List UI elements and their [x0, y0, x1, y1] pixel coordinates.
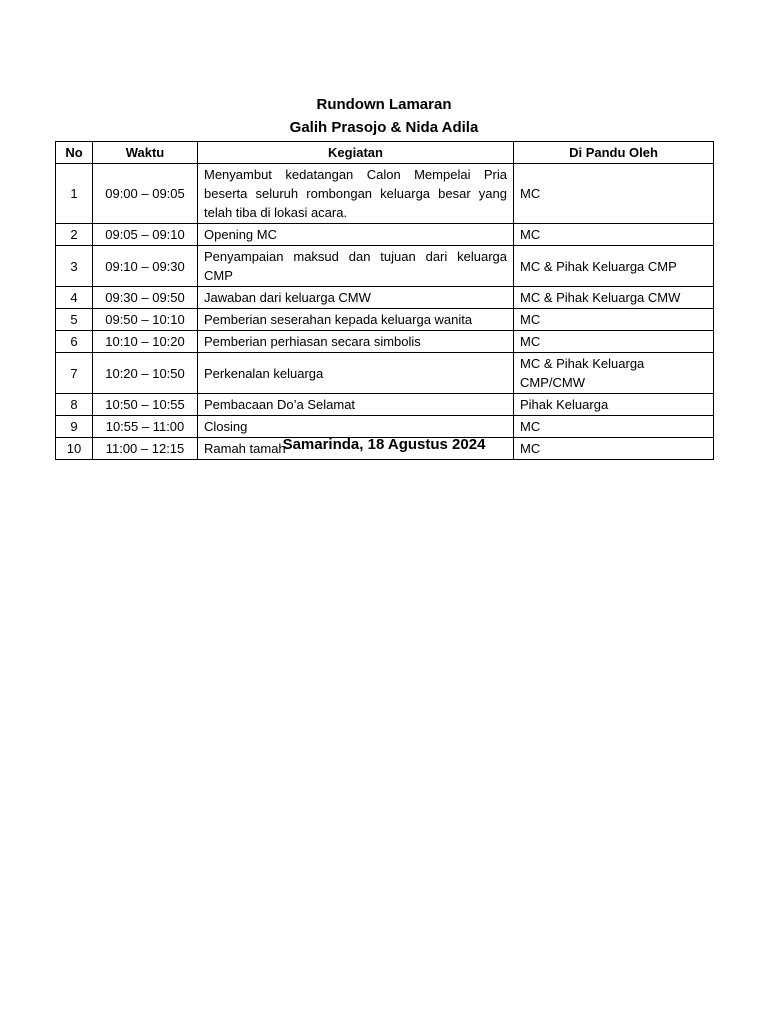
row-time: 10:10 – 10:20 — [93, 331, 198, 353]
row-no: 8 — [56, 394, 93, 416]
header-lead: Di Pandu Oleh — [514, 142, 714, 164]
row-no: 2 — [56, 224, 93, 246]
row-activity: Pembacaan Do’a Selamat — [198, 394, 514, 416]
row-time: 09:10 – 09:30 — [93, 246, 198, 287]
row-time: 10:50 – 10:55 — [93, 394, 198, 416]
header-row — [56, 142, 714, 164]
footer-place-date: Samarinda, 18 Agustus 2024 — [282, 436, 486, 453]
row-activity: Penyampaian maksud dan tujuan dari keluarga CMP — [198, 246, 514, 287]
row-time: 11:00 – 12:15 — [93, 438, 198, 460]
row-activity: Pemberian seserahan kepada keluarga wanita — [198, 309, 514, 331]
row-lead: Pihak Keluarga — [514, 394, 714, 416]
table-header — [56, 142, 714, 164]
row-no: 9 — [56, 416, 93, 438]
row-activity: Opening MC — [198, 224, 514, 246]
row-lead: MC — [514, 224, 714, 246]
row-activity: Closing — [198, 416, 514, 438]
row-no: 7 — [56, 353, 93, 394]
row-lead: MC — [514, 309, 714, 331]
table-row — [56, 287, 714, 309]
header-no: No — [56, 142, 93, 164]
row-time: 09:05 – 09:10 — [93, 224, 198, 246]
row-lead: MC — [514, 164, 714, 224]
header-time: Waktu — [93, 142, 198, 164]
row-time: 09:50 – 10:10 — [93, 309, 198, 331]
table-row — [56, 246, 714, 287]
row-no: 6 — [56, 331, 93, 353]
row-activity: Menyambut kedatangan Calon Mempelai Pria beserta seluruh rombongan keluarga besar yang telah tiba di lokasi acara. — [198, 164, 514, 224]
row-no: 5 — [56, 309, 93, 331]
table-body — [56, 164, 714, 460]
row-no: 1 — [56, 164, 93, 224]
table-row — [56, 224, 714, 246]
row-lead: MC & Pihak Keluarga CMP/CMW — [514, 353, 714, 394]
row-lead: MC — [514, 438, 714, 460]
row-time: 10:20 – 10:50 — [93, 353, 198, 394]
row-no: 10 — [56, 438, 93, 460]
row-activity: Perkenalan keluarga — [198, 353, 514, 394]
table-row — [56, 353, 714, 394]
row-lead: MC & Pihak Keluarga CMP — [514, 246, 714, 287]
row-time: 10:55 – 11:00 — [93, 416, 198, 438]
row-time: 09:00 – 09:05 — [93, 164, 198, 224]
row-activity: Ramah tamah — [198, 438, 514, 460]
row-lead: MC & Pihak Keluarga CMW — [514, 287, 714, 309]
table-row — [56, 331, 714, 353]
header-activity: Kegiatan — [198, 142, 514, 164]
row-no: 3 — [56, 246, 93, 287]
row-lead: MC — [514, 331, 714, 353]
table-row — [56, 309, 714, 331]
document-subtitle: Galih Prasojo & Nida Adila — [289, 119, 479, 136]
row-lead: MC — [514, 416, 714, 438]
rundown-table — [55, 141, 714, 460]
document-title: Rundown Lamaran — [316, 96, 452, 113]
row-activity: Jawaban dari keluarga CMW — [198, 287, 514, 309]
table-row — [56, 164, 714, 224]
row-no: 4 — [56, 287, 93, 309]
row-time: 09:30 – 09:50 — [93, 287, 198, 309]
table-row — [56, 394, 714, 416]
row-activity: Pemberian perhiasan secara simbolis — [198, 331, 514, 353]
